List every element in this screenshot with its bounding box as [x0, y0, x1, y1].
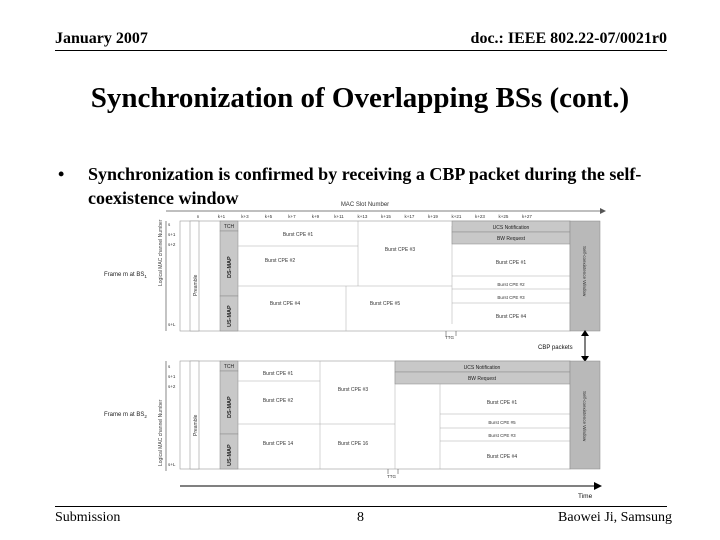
frame2-row-label: s+2: [168, 384, 176, 389]
frame2-ds-map-label: DS-MAP: [227, 396, 233, 418]
slot-label: k+27: [522, 214, 532, 219]
frame1-burst-right: Burst CPE #1: [495, 260, 527, 266]
frame1-burst-ds: Burst CPE #1: [282, 232, 314, 238]
frame2-burst-right: Burst CPE #5: [488, 420, 516, 425]
frame1-group: [104, 219, 600, 340]
frame2-row-label: s+L: [168, 462, 176, 467]
frame2-burst-us: Burst CPE 16: [337, 441, 369, 447]
time-axis-label: Time: [578, 493, 593, 500]
footer-page-number: 8: [357, 510, 364, 525]
frame1-burst-right: Burst CPE #2: [497, 282, 525, 287]
header-rule: [55, 50, 667, 51]
frame2-ttg-label: TTG: [387, 474, 396, 479]
slide-title: Synchronization of Overlapping BSs (cont.): [90, 82, 630, 114]
frame1-tcm-label: TCH: [223, 224, 235, 230]
slot-label: k+25: [498, 214, 509, 219]
frame-diagram: [100, 196, 610, 502]
frame1-row-label: s: [168, 222, 171, 227]
slot-label: k+17: [404, 214, 415, 219]
frame1-ucs-label: UCS Notification: [492, 225, 530, 231]
slot-axis-arrow: [600, 208, 606, 214]
footer-submission: Submission: [55, 510, 121, 525]
frame1-us-map-label: US-MAP: [227, 305, 233, 327]
frame1-label: Frame m at $BS_1$: [104, 272, 147, 279]
frame1-ttg-label: TTG: [445, 335, 454, 340]
frame2-row-label: s+1: [168, 374, 176, 379]
frame1-row-label: s+1: [168, 232, 176, 237]
cbp-label: CBP packets: [538, 345, 573, 351]
footer-author: Baowei Ji, Samsung: [558, 510, 672, 525]
frame2-burst-right: Burst CPE #4: [486, 454, 518, 460]
frame1-row-label: s+2: [168, 242, 176, 247]
slot-label: k+9: [311, 214, 320, 219]
slot-label: k+3: [241, 214, 249, 219]
frame2-tcm-label: TCH: [223, 364, 235, 370]
frame2-burst-right: Burst CPE #1: [486, 400, 518, 406]
frame2-burst-ds: Burst CPE #3: [337, 387, 369, 393]
frame2-burst-ds: Burst CPE #1: [262, 371, 294, 377]
frame2-burst-us: Burst CPE 14: [262, 441, 294, 447]
slot-label: k+5: [264, 214, 273, 219]
frame2-row-label: s: [168, 364, 171, 369]
frame2-label: Frame m at $BS_2$: [104, 412, 147, 419]
slot-label: k+23: [475, 214, 485, 219]
frame2-channel-axis-label: Logical MAC channel Number: [158, 399, 164, 466]
frame1-ds-map-label: DS-MAP: [227, 256, 233, 278]
frame1-preamble-label: Preamble: [193, 274, 199, 296]
header-date: January 2007: [55, 30, 148, 47]
frame1-burst-right: Burst CPE #4: [495, 314, 527, 320]
slot-label: k+19: [428, 214, 438, 219]
slot-axis-label: MAC Slot Number: [340, 202, 390, 208]
header-doc-id: doc.: IEEE 802.22-07/0021r0: [470, 30, 667, 47]
frame2-burst-ds: Burst CPE #2: [262, 398, 294, 404]
frame1-bw-label: BW Request: [496, 236, 526, 242]
frame1-scw-label: Self-coexistence Window: [582, 246, 587, 297]
slot-label: k+21: [451, 214, 462, 219]
slot-label: n: [196, 214, 200, 219]
bullet-text: Synchronization is confirmed by receiving a CBP packet during the self-coexistence window: [88, 164, 642, 208]
bullet-dot: •: [58, 164, 65, 184]
frame1-burst-us: Burst CPE #5: [369, 301, 401, 307]
frame1-burst-ds: Burst CPE #2: [264, 258, 296, 264]
time-axis-arrow: [594, 482, 602, 490]
slot-label: k+11: [334, 214, 344, 219]
frame2-group: [104, 361, 600, 479]
frame2-bw-label: BW Request: [467, 376, 497, 382]
frame1-row-label: s+L: [168, 322, 176, 327]
frame2-scw-label: Self-coexistence Window: [582, 391, 587, 442]
frame2-ucs-label: UCS Notification: [463, 365, 501, 371]
frame1-channel-axis-label: Logical MAC channel Number: [158, 219, 164, 286]
frame1-burst-ds: Burst CPE #3: [384, 247, 416, 253]
frame2-burst-right: Burst CPE #3: [488, 433, 516, 438]
frame1-burst-us: Burst CPE #4: [269, 301, 301, 307]
slot-labels: [197, 214, 533, 219]
frame1-burst-right: Burst CPE #3: [497, 295, 525, 300]
frame2-us-map-label: US-MAP: [227, 444, 233, 466]
slot-label: k+1: [217, 214, 226, 219]
frame2-preamble-label: Preamble: [193, 414, 199, 436]
slot-label: k+15: [381, 214, 391, 219]
slot-label: k+7: [288, 214, 296, 219]
footer-rule: [55, 506, 667, 507]
slot-label: k+13: [357, 214, 368, 219]
